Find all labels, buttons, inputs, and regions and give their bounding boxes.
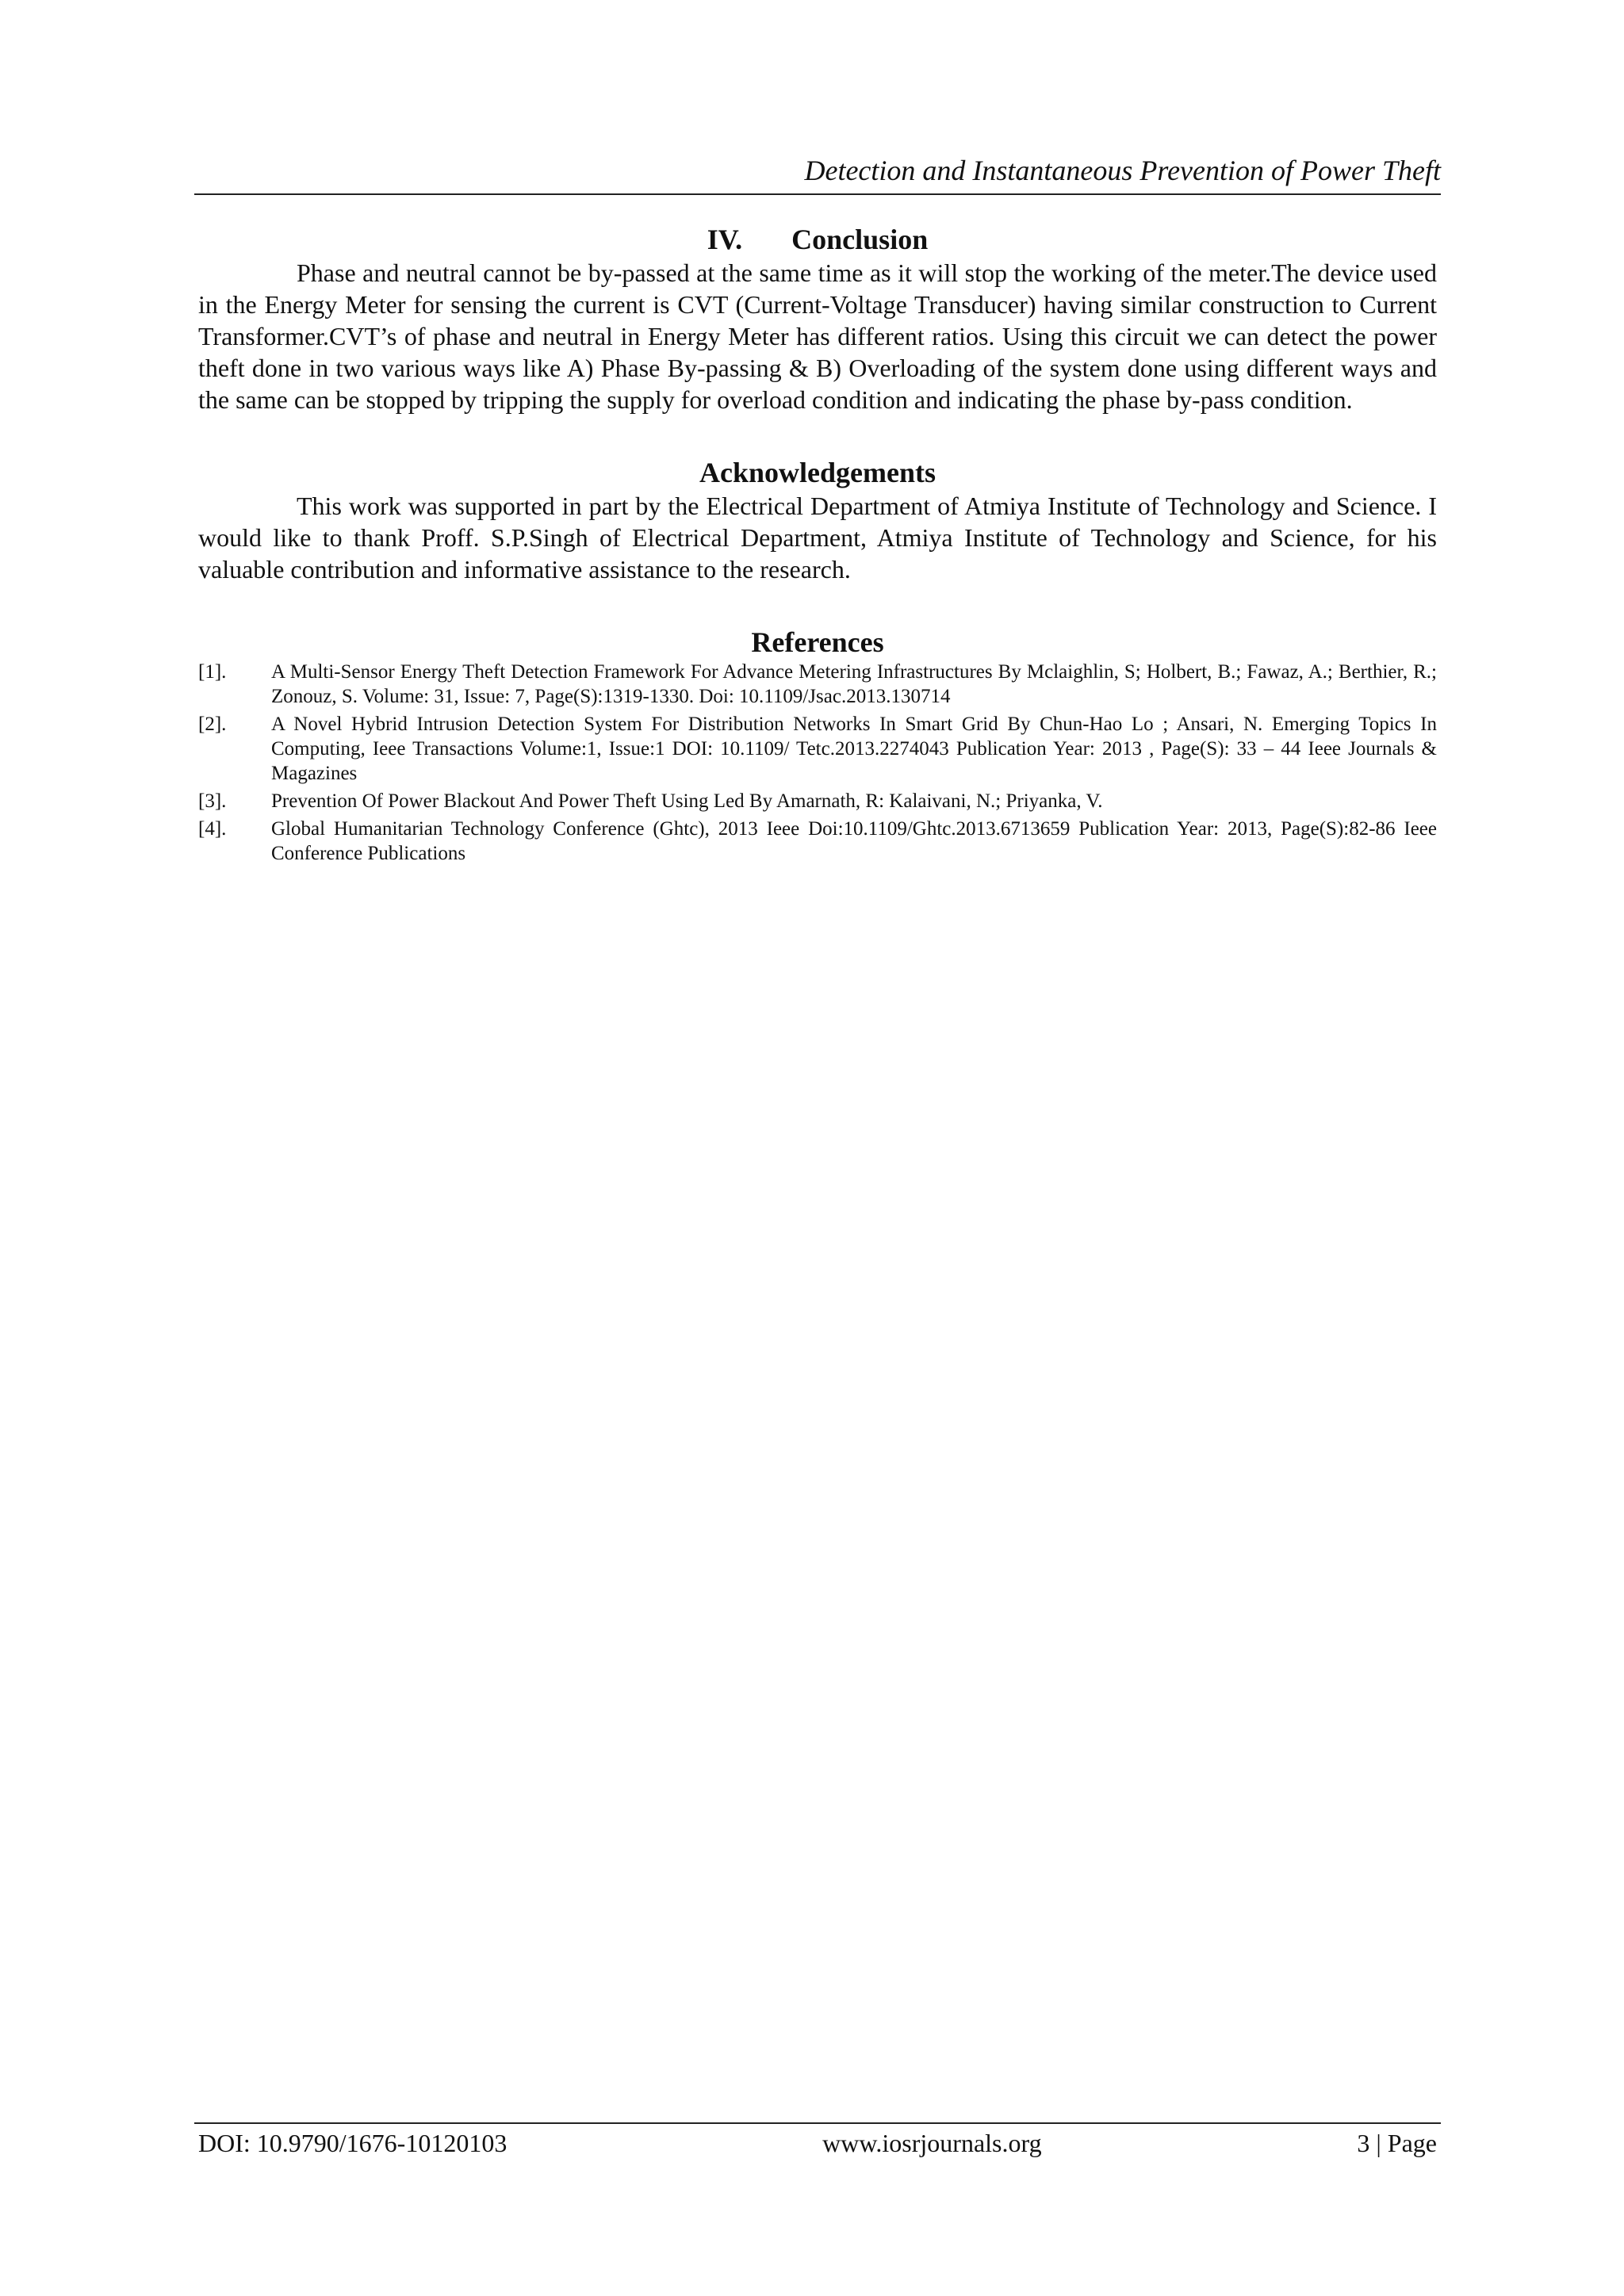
conclusion-heading — [198, 222, 1437, 257]
running-header: Detection and Instantaneous Prevention of Power Theft — [804, 155, 1441, 186]
section-title: Conclusion — [791, 224, 929, 255]
reference-number: [4]. — [198, 818, 227, 840]
page-footer — [198, 2127, 1437, 2159]
acknowledgements-paragraph: This work was supported in part by the Electrical Department of Atmiya Institute of Technology and Science. I would like to thank Proff. S.P.Singh of Electrical Department, Atmiya Institute of Technology and Science, for his valuable contribution and informative assistance to the research. — [198, 492, 1437, 584]
reference-text: Global Humanitarian Technology Conference (Ghtc), 2013 Ieee Doi:10.1109/Ghtc.2013.6713659 Publication Year: 2013, Page(S):82-86 Ieee Conference Publications — [271, 818, 1437, 864]
footer-website: www.iosrjournals.org — [822, 2129, 1042, 2157]
reference-item — [198, 660, 1437, 709]
reference-number: [3]. — [198, 790, 227, 812]
reference-item — [198, 789, 1437, 813]
reference-text: Prevention Of Power Blackout And Power Theft Using Led By Amarnath, R: Kalaivani, N.; Priyanka, V. — [271, 790, 1103, 812]
conclusion-paragraph: Phase and neutral cannot be by-passed at the same time as it will stop the working of the meter.The device used in the Energy Meter for sensing the current is CVT (Current-Voltage Transducer) having similar construction to Current Transformer.CVT’s of phase and neutral in Energy Meter has different ratios. Using this circuit we can detect the power theft done in two various ways like A) Phase By-passing & B) Overloading of the system done using different ways and the same can be stopped by tripping the supply for overload condition and indicating the phase by-pass condition. — [198, 258, 1437, 414]
footer-doi: DOI: 10.9790/1676-10120103 — [198, 2129, 508, 2157]
header-rule — [194, 193, 1441, 195]
reference-number: [1]. — [198, 661, 227, 683]
acknowledgements-heading: Acknowledgements — [699, 457, 936, 488]
reference-item — [198, 817, 1437, 866]
reference-item — [198, 712, 1437, 786]
reference-text: A Multi-Sensor Energy Theft Detection Framework For Advance Metering Infrastructures By Mclaighlin, S; Holbert, B.; Fawaz, A.; Berthier, R.; Zonouz, S. Volume: 31, Issue: 7, Page(S):1319-1330. Doi: 10.1109/Jsac.2013.130714 — [271, 661, 1437, 707]
footer-rule — [194, 2122, 1441, 2124]
page-content — [198, 222, 1437, 869]
references-list — [198, 660, 1437, 866]
reference-text: A Novel Hybrid Intrusion Detection System For Distribution Networks In Smart Grid By Chun-Hao Lo ; Ansari, N. Emerging Topics In Computing, Ieee Transactions Volume:1, Issue:1 DOI: 10.1109/ Tetc.2013.2274043 Publication Year: 2013 , Page(S): 33 – 44 Ieee Journals & Magazines — [271, 714, 1437, 784]
section-number: IV. — [707, 224, 743, 255]
reference-number: [2]. — [198, 714, 227, 735]
references-heading: References — [751, 626, 884, 658]
footer-page-number: 3 | Page — [1357, 2129, 1437, 2157]
